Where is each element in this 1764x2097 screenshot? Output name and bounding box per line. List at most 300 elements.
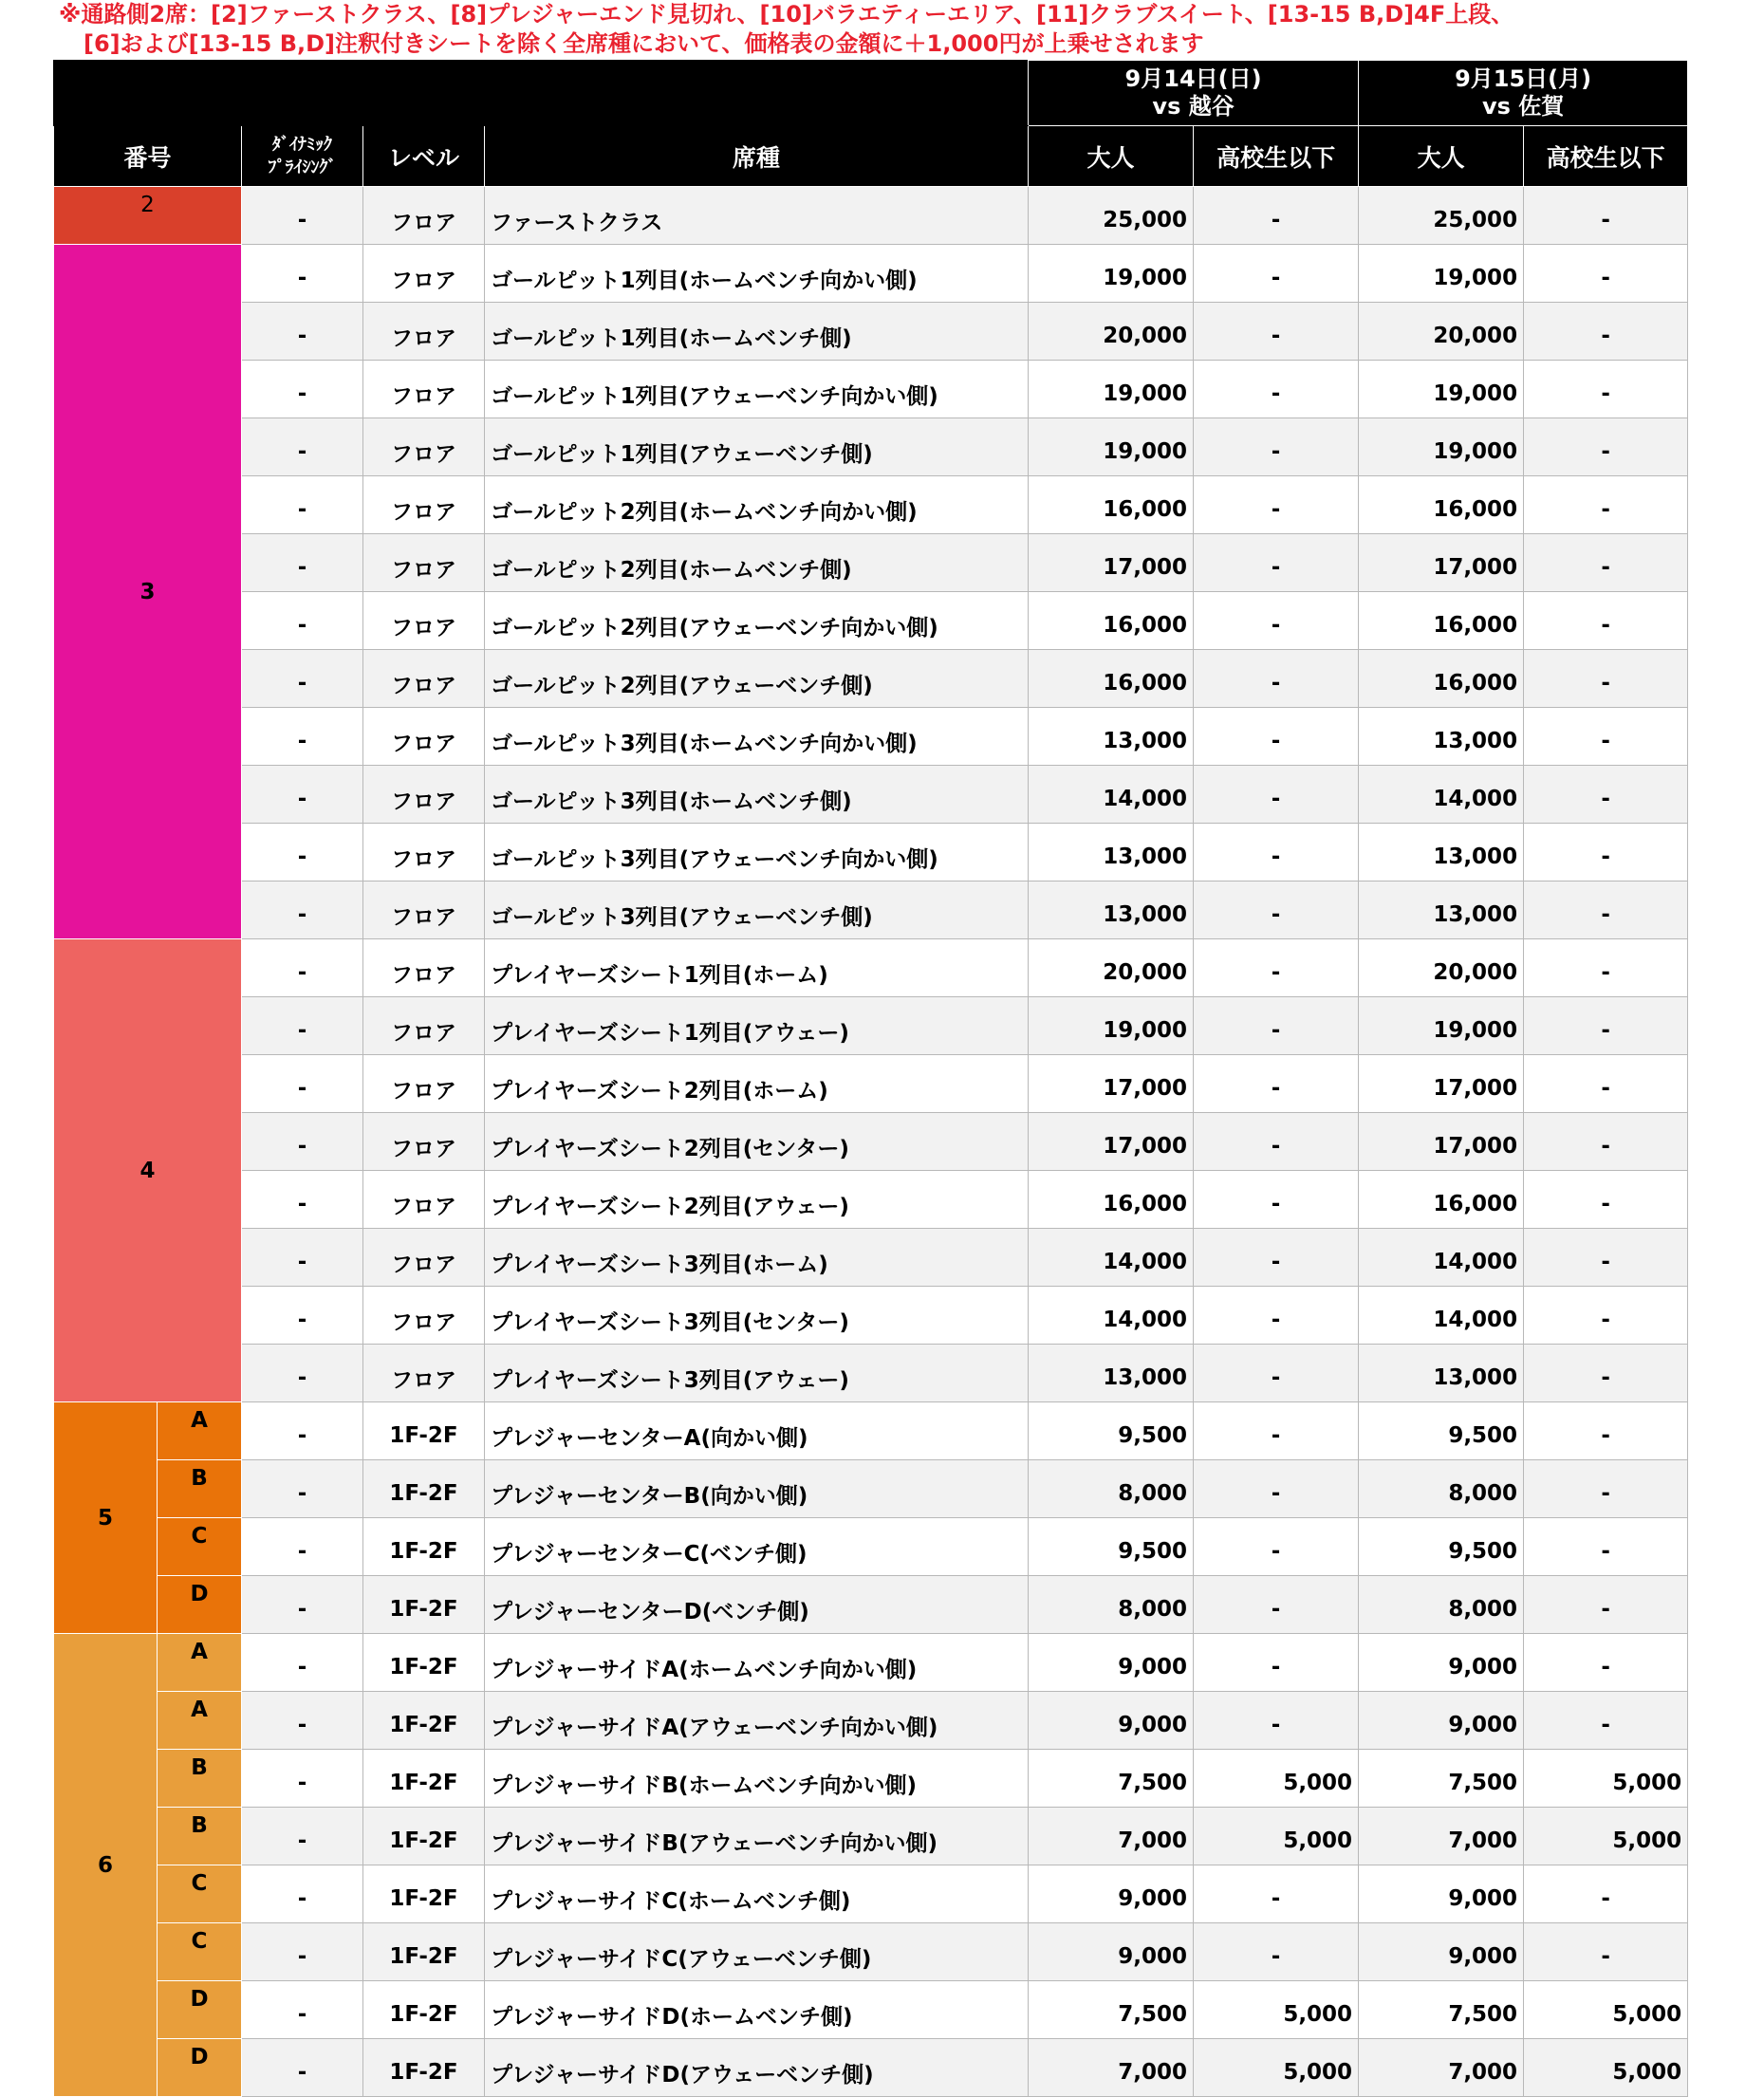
game-1-adult-price: 9,500 xyxy=(1029,1402,1194,1460)
level-cell: フロア xyxy=(363,187,485,245)
seat-type-cell: プレジャーセンターB(向かい側) xyxy=(485,1460,1029,1518)
game-1-adult-price: 16,000 xyxy=(1029,1171,1194,1229)
col-game-2-student: 高校生以下 xyxy=(1524,126,1688,187)
game-2-student-price: - xyxy=(1524,592,1688,650)
game-1-student-price: - xyxy=(1194,534,1359,592)
game-1-student-price: - xyxy=(1194,1345,1359,1402)
game-1-adult-price: 9,000 xyxy=(1029,1865,1194,1923)
dynamic-pricing-cell: - xyxy=(242,1576,363,1634)
table-row xyxy=(54,1750,1688,1808)
seat-type-cell: プレイヤーズシート2列目(センター) xyxy=(485,1113,1029,1171)
table-row xyxy=(54,534,1688,592)
dynamic-pricing-cell: - xyxy=(242,1171,363,1229)
table-row xyxy=(54,418,1688,476)
dynamic-pricing-cell: - xyxy=(242,187,363,245)
table-row xyxy=(54,1460,1688,1518)
dynamic-pricing-cell: - xyxy=(242,2039,363,2097)
sub-block-label: B xyxy=(158,1460,242,1518)
level-cell: フロア xyxy=(363,708,485,766)
level-cell: 1F-2F xyxy=(363,1634,485,1692)
game-1-adult-price: 13,000 xyxy=(1029,1345,1194,1402)
dynamic-pricing-cell: - xyxy=(242,1981,363,2039)
table-row xyxy=(54,1576,1688,1634)
table-row xyxy=(54,1345,1688,1402)
game-1-student-price: - xyxy=(1194,1634,1359,1692)
table-row xyxy=(54,1229,1688,1287)
sub-block-label: A xyxy=(158,1402,242,1460)
table-row xyxy=(54,1808,1688,1865)
seat-type-cell: ゴールピット2列目(アウェーベンチ向かい側) xyxy=(485,592,1029,650)
group-number: 6 xyxy=(54,1634,158,2097)
table-row xyxy=(54,1518,1688,1576)
level-cell: フロア xyxy=(363,245,485,303)
game-1-student-price: - xyxy=(1194,881,1359,939)
game-1-adult-price: 8,000 xyxy=(1029,1576,1194,1634)
dynamic-pricing-cell: - xyxy=(242,303,363,361)
game-1-student-price: - xyxy=(1194,650,1359,708)
sub-block-label: A xyxy=(158,1634,242,1692)
seat-type-cell: プレイヤーズシート3列目(アウェー) xyxy=(485,1345,1029,1402)
game-2-adult-price: 9,500 xyxy=(1359,1402,1524,1460)
game-2-student-price: - xyxy=(1524,1576,1688,1634)
game-2-student-price: - xyxy=(1524,1345,1688,1402)
dynamic-pricing-cell: - xyxy=(242,1287,363,1345)
game-2-adult-price: 9,000 xyxy=(1359,1923,1524,1981)
dynamic-pricing-cell: - xyxy=(242,361,363,418)
game-1-student-price: - xyxy=(1194,361,1359,418)
game-2-student-price: - xyxy=(1524,650,1688,708)
game-2-student-price: - xyxy=(1524,1287,1688,1345)
game-1-adult-price: 9,000 xyxy=(1029,1692,1194,1750)
table-row xyxy=(54,939,1688,997)
game-1-student-price: - xyxy=(1194,592,1359,650)
game-1-student-price: - xyxy=(1194,1518,1359,1576)
game-2-student-price: - xyxy=(1524,881,1688,939)
table-row xyxy=(54,245,1688,303)
table-row xyxy=(54,997,1688,1055)
game-1-adult-price: 7,500 xyxy=(1029,1750,1194,1808)
price-notice xyxy=(59,0,1691,59)
dynamic-pricing-cell: - xyxy=(242,1460,363,1518)
table-row xyxy=(54,766,1688,824)
sub-block-label: B xyxy=(158,1750,242,1808)
dynamic-pricing-cell: - xyxy=(242,1692,363,1750)
game-1-student-price: - xyxy=(1194,476,1359,534)
game-1-adult-price: 14,000 xyxy=(1029,1287,1194,1345)
table-row xyxy=(54,1055,1688,1113)
game-1-student-price: - xyxy=(1194,1171,1359,1229)
game-2-student-price: - xyxy=(1524,1865,1688,1923)
game-1-adult-price: 14,000 xyxy=(1029,1229,1194,1287)
seat-type-cell: ゴールピット3列目(アウェーベンチ側) xyxy=(485,881,1029,939)
game-2-student-price: - xyxy=(1524,708,1688,766)
dynamic-pricing-cell: - xyxy=(242,766,363,824)
seat-type-cell: ゴールピット2列目(ホームベンチ側) xyxy=(485,534,1029,592)
game-2-adult-price: 14,000 xyxy=(1359,1287,1524,1345)
game-2-student-price: 5,000 xyxy=(1524,1750,1688,1808)
table-row xyxy=(54,1634,1688,1692)
game-2-adult-price: 8,000 xyxy=(1359,1460,1524,1518)
game-1-student-price: - xyxy=(1194,939,1359,997)
seat-type-cell: プレジャーサイドD(アウェーベンチ側) xyxy=(485,2039,1029,2097)
game-1-adult-price: 19,000 xyxy=(1029,418,1194,476)
game-1-student-price: 5,000 xyxy=(1194,1808,1359,1865)
sub-block-label: A xyxy=(158,1692,242,1750)
game-2-adult-price: 7,000 xyxy=(1359,1808,1524,1865)
game-2-adult-price: 16,000 xyxy=(1359,592,1524,650)
level-cell: 1F-2F xyxy=(363,1923,485,1981)
level-cell: 1F-2F xyxy=(363,1576,485,1634)
price-table-body xyxy=(54,187,1688,2097)
game-1-adult-price: 8,000 xyxy=(1029,1460,1194,1518)
game-1-student-price: - xyxy=(1194,418,1359,476)
col-seat-type: 席種 xyxy=(485,126,1029,187)
game-2-student-price: - xyxy=(1524,476,1688,534)
seat-type-cell: プレジャーサイドB(アウェーベンチ向かい側) xyxy=(485,1808,1029,1865)
game-1-student-price: - xyxy=(1194,1576,1359,1634)
dynamic-pricing-cell: - xyxy=(242,1345,363,1402)
game-1-adult-price: 17,000 xyxy=(1029,1055,1194,1113)
game-2-adult-price: 19,000 xyxy=(1359,245,1524,303)
sub-block-label: D xyxy=(158,2039,242,2097)
header-game-2 xyxy=(1359,61,1688,126)
seat-type-cell: プレジャーセンターC(ベンチ側) xyxy=(485,1518,1029,1576)
col-game-2-adult: 大人 xyxy=(1359,126,1524,187)
table-row xyxy=(54,2039,1688,2097)
dynamic-pricing-cell: - xyxy=(242,476,363,534)
dynamic-pricing-cell: - xyxy=(242,1229,363,1287)
game-2-student-price: - xyxy=(1524,361,1688,418)
sub-block-label: C xyxy=(158,1923,242,1981)
sub-block-label: B xyxy=(158,1808,242,1865)
seat-type-cell: ゴールピット2列目(ホームベンチ向かい側) xyxy=(485,476,1029,534)
game-1-adult-price: 25,000 xyxy=(1029,187,1194,245)
seat-type-cell: プレイヤーズシート2列目(アウェー) xyxy=(485,1171,1029,1229)
seat-type-cell: ゴールピット1列目(ホームベンチ側) xyxy=(485,303,1029,361)
game-2-adult-price: 17,000 xyxy=(1359,534,1524,592)
seat-type-cell: プレジャーサイドC(アウェーベンチ側) xyxy=(485,1923,1029,1981)
level-cell: 1F-2F xyxy=(363,1518,485,1576)
level-cell: フロア xyxy=(363,997,485,1055)
level-cell: フロア xyxy=(363,1171,485,1229)
game-1-adult-price: 9,000 xyxy=(1029,1634,1194,1692)
game-2-adult-price: 25,000 xyxy=(1359,187,1524,245)
game-2-adult-price: 13,000 xyxy=(1359,1345,1524,1402)
game-2-student-price: - xyxy=(1524,766,1688,824)
game-1-student-price: - xyxy=(1194,708,1359,766)
game-1-date: 9月14日(日) xyxy=(1124,65,1262,92)
dynamic-pricing-cell: - xyxy=(242,708,363,766)
col-level: レベル xyxy=(363,126,485,187)
sub-block-label: C xyxy=(158,1518,242,1576)
level-cell: フロア xyxy=(363,939,485,997)
game-1-adult-price: 17,000 xyxy=(1029,534,1194,592)
game-1-student-price: - xyxy=(1194,1113,1359,1171)
group-number: 2 xyxy=(54,187,242,245)
game-2-student-price: - xyxy=(1524,1402,1688,1460)
game-2-student-price: - xyxy=(1524,824,1688,881)
game-1-student-price: - xyxy=(1194,1402,1359,1460)
notice-line-2: [6]および[13-15 B,D]注釈付きシートを除く全席種において、価格表の金額に＋1,000円が上乗せされます xyxy=(84,30,1204,57)
sub-block-label: D xyxy=(158,1981,242,2039)
seat-type-cell: プレイヤーズシート3列目(ホーム) xyxy=(485,1229,1029,1287)
game-2-adult-price: 17,000 xyxy=(1359,1055,1524,1113)
game-2-student-price: - xyxy=(1524,1634,1688,1692)
table-row xyxy=(54,1287,1688,1345)
dynamic-pricing-cell: - xyxy=(242,1808,363,1865)
game-2-adult-price: 9,000 xyxy=(1359,1634,1524,1692)
game-1-student-price: - xyxy=(1194,1865,1359,1923)
game-1-adult-price: 13,000 xyxy=(1029,824,1194,881)
game-1-student-price: - xyxy=(1194,997,1359,1055)
game-2-adult-price: 7,500 xyxy=(1359,1981,1524,2039)
table-row xyxy=(54,1923,1688,1981)
game-2-date: 9月15日(月) xyxy=(1455,65,1592,92)
game-1-student-price: - xyxy=(1194,1460,1359,1518)
game-1-student-price: 5,000 xyxy=(1194,1981,1359,2039)
sub-block-label: C xyxy=(158,1865,242,1923)
game-2-student-price: - xyxy=(1524,1923,1688,1981)
game-2-student-price: - xyxy=(1524,418,1688,476)
game-1-adult-price: 13,000 xyxy=(1029,708,1194,766)
header-row-games xyxy=(54,61,1688,126)
game-2-student-price: - xyxy=(1524,1460,1688,1518)
dynamic-pricing-cell: - xyxy=(242,1750,363,1808)
game-2-student-price: - xyxy=(1524,245,1688,303)
table-row xyxy=(54,881,1688,939)
level-cell: フロア xyxy=(363,534,485,592)
table-row xyxy=(54,1865,1688,1923)
game-1-student-price: 5,000 xyxy=(1194,2039,1359,2097)
table-row xyxy=(54,1402,1688,1460)
group-number: 5 xyxy=(54,1402,158,1634)
seat-type-cell: プレイヤーズシート1列目(ホーム) xyxy=(485,939,1029,997)
game-2-student-price: - xyxy=(1524,1692,1688,1750)
level-cell: フロア xyxy=(363,361,485,418)
seat-type-cell: プレジャーサイドD(ホームベンチ側) xyxy=(485,1981,1029,2039)
game-2-adult-price: 17,000 xyxy=(1359,1113,1524,1171)
game-2-adult-price: 13,000 xyxy=(1359,708,1524,766)
level-cell: フロア xyxy=(363,881,485,939)
level-cell: 1F-2F xyxy=(363,1750,485,1808)
dynamic-pricing-cell: - xyxy=(242,1634,363,1692)
dynamic-pricing-cell: - xyxy=(242,939,363,997)
game-2-student-price: - xyxy=(1524,1055,1688,1113)
seat-type-cell: プレジャーサイドB(ホームベンチ向かい側) xyxy=(485,1750,1029,1808)
game-1-student-price: - xyxy=(1194,187,1359,245)
game-1-adult-price: 19,000 xyxy=(1029,997,1194,1055)
game-2-adult-price: 14,000 xyxy=(1359,766,1524,824)
seat-type-cell: プレジャーセンターA(向かい側) xyxy=(485,1402,1029,1460)
game-2-student-price: - xyxy=(1524,534,1688,592)
level-cell: フロア xyxy=(363,418,485,476)
game-1-adult-price: 7,000 xyxy=(1029,1808,1194,1865)
game-1-adult-price: 14,000 xyxy=(1029,766,1194,824)
game-1-student-price: - xyxy=(1194,824,1359,881)
game-1-opponent: vs 越谷 xyxy=(1152,93,1235,120)
game-2-adult-price: 13,000 xyxy=(1359,824,1524,881)
game-1-student-price: - xyxy=(1194,303,1359,361)
game-2-adult-price: 13,000 xyxy=(1359,881,1524,939)
game-2-student-price: 5,000 xyxy=(1524,2039,1688,2097)
header-game-1 xyxy=(1029,61,1359,126)
col-dynamic-pricing xyxy=(242,126,363,187)
game-1-adult-price: 7,500 xyxy=(1029,1981,1194,2039)
dynamic-pricing-cell: - xyxy=(242,1923,363,1981)
seat-type-cell: ゴールピット1列目(アウェーベンチ向かい側) xyxy=(485,361,1029,418)
game-2-student-price: - xyxy=(1524,939,1688,997)
level-cell: フロア xyxy=(363,476,485,534)
game-2-adult-price: 19,000 xyxy=(1359,997,1524,1055)
game-1-adult-price: 7,000 xyxy=(1029,2039,1194,2097)
col-number: 番号 xyxy=(54,126,242,187)
game-2-student-price: - xyxy=(1524,303,1688,361)
game-1-adult-price: 16,000 xyxy=(1029,476,1194,534)
game-2-adult-price: 20,000 xyxy=(1359,939,1524,997)
level-cell: 1F-2F xyxy=(363,1692,485,1750)
game-2-adult-price: 9,000 xyxy=(1359,1692,1524,1750)
seat-type-cell: プレイヤーズシート2列目(ホーム) xyxy=(485,1055,1029,1113)
game-1-adult-price: 9,000 xyxy=(1029,1923,1194,1981)
game-1-student-price: - xyxy=(1194,1055,1359,1113)
game-1-adult-price: 19,000 xyxy=(1029,361,1194,418)
game-1-adult-price: 13,000 xyxy=(1029,881,1194,939)
dynamic-pricing-cell: - xyxy=(242,1402,363,1460)
seat-type-cell: プレジャーサイドA(アウェーベンチ向かい側) xyxy=(485,1692,1029,1750)
dynamic-pricing-cell: - xyxy=(242,1518,363,1576)
seat-type-cell: ゴールピット3列目(ホームベンチ向かい側) xyxy=(485,708,1029,766)
dynamic-pricing-cell: - xyxy=(242,534,363,592)
seat-type-cell: ゴールピット2列目(アウェーベンチ側) xyxy=(485,650,1029,708)
col-dynamic-line-2: ﾌﾟﾗｲｼﾝｸﾞ xyxy=(268,157,337,177)
table-row xyxy=(54,476,1688,534)
game-1-adult-price: 20,000 xyxy=(1029,939,1194,997)
level-cell: 1F-2F xyxy=(363,1865,485,1923)
header-blank xyxy=(54,61,1029,126)
seat-type-cell: プレジャーサイドC(ホームベンチ側) xyxy=(485,1865,1029,1923)
seat-type-cell: プレジャーサイドA(ホームベンチ向かい側) xyxy=(485,1634,1029,1692)
dynamic-pricing-cell: - xyxy=(242,881,363,939)
col-game-1-student: 高校生以下 xyxy=(1194,126,1359,187)
table-row xyxy=(54,361,1688,418)
level-cell: フロア xyxy=(363,1113,485,1171)
seat-type-cell: プレジャーセンターD(ベンチ側) xyxy=(485,1576,1029,1634)
seat-type-cell: ゴールピット1列目(アウェーベンチ側) xyxy=(485,418,1029,476)
game-2-student-price: 5,000 xyxy=(1524,1981,1688,2039)
game-2-adult-price: 19,000 xyxy=(1359,418,1524,476)
game-2-adult-price: 16,000 xyxy=(1359,650,1524,708)
dynamic-pricing-cell: - xyxy=(242,418,363,476)
notice-line-1: ※通路側2席：[2]ファーストクラス、[8]プレジャーエンド見切れ、[10]バラエティーエリア、[11]クラブスイート、[13-15 B,D]4F上段、 xyxy=(59,1,1514,28)
dynamic-pricing-cell: - xyxy=(242,997,363,1055)
dynamic-pricing-cell: - xyxy=(242,650,363,708)
game-2-adult-price: 9,000 xyxy=(1359,1865,1524,1923)
game-1-adult-price: 16,000 xyxy=(1029,650,1194,708)
level-cell: 1F-2F xyxy=(363,1460,485,1518)
game-1-student-price: - xyxy=(1194,766,1359,824)
game-1-student-price: - xyxy=(1194,1229,1359,1287)
seat-type-cell: プレイヤーズシート3列目(センター) xyxy=(485,1287,1029,1345)
level-cell: 1F-2F xyxy=(363,1981,485,2039)
table-row xyxy=(54,1171,1688,1229)
seat-type-cell: ゴールピット1列目(ホームベンチ向かい側) xyxy=(485,245,1029,303)
group-number: 4 xyxy=(54,939,242,1402)
level-cell: フロア xyxy=(363,1287,485,1345)
price-table xyxy=(53,60,1688,2097)
game-2-opponent: vs 佐賀 xyxy=(1481,93,1565,120)
seat-type-cell: ゴールピット3列目(アウェーベンチ向かい側) xyxy=(485,824,1029,881)
seat-type-cell: プレイヤーズシート1列目(アウェー) xyxy=(485,997,1029,1055)
col-dynamic-line-1: ﾀﾞｲﾅﾐｯｸ xyxy=(272,134,332,155)
dynamic-pricing-cell: - xyxy=(242,1865,363,1923)
game-2-student-price: - xyxy=(1524,187,1688,245)
game-2-student-price: - xyxy=(1524,1229,1688,1287)
game-2-adult-price: 19,000 xyxy=(1359,361,1524,418)
seat-type-cell: ファーストクラス xyxy=(485,187,1029,245)
table-row xyxy=(54,1113,1688,1171)
game-1-adult-price: 19,000 xyxy=(1029,245,1194,303)
level-cell: フロア xyxy=(363,766,485,824)
game-1-student-price: - xyxy=(1194,245,1359,303)
game-1-student-price: - xyxy=(1194,1287,1359,1345)
level-cell: 1F-2F xyxy=(363,1402,485,1460)
level-cell: フロア xyxy=(363,303,485,361)
game-2-student-price: 5,000 xyxy=(1524,1808,1688,1865)
level-cell: フロア xyxy=(363,1055,485,1113)
game-2-adult-price: 14,000 xyxy=(1359,1229,1524,1287)
dynamic-pricing-cell: - xyxy=(242,1055,363,1113)
game-2-student-price: - xyxy=(1524,997,1688,1055)
dynamic-pricing-cell: - xyxy=(242,245,363,303)
game-2-adult-price: 16,000 xyxy=(1359,1171,1524,1229)
game-2-adult-price: 8,000 xyxy=(1359,1576,1524,1634)
game-1-adult-price: 9,500 xyxy=(1029,1518,1194,1576)
game-1-student-price: 5,000 xyxy=(1194,1750,1359,1808)
level-cell: フロア xyxy=(363,824,485,881)
game-2-adult-price: 16,000 xyxy=(1359,476,1524,534)
col-game-1-adult: 大人 xyxy=(1029,126,1194,187)
game-2-student-price: - xyxy=(1524,1518,1688,1576)
level-cell: 1F-2F xyxy=(363,1808,485,1865)
game-1-student-price: - xyxy=(1194,1692,1359,1750)
level-cell: 1F-2F xyxy=(363,2039,485,2097)
game-2-student-price: - xyxy=(1524,1171,1688,1229)
game-1-adult-price: 20,000 xyxy=(1029,303,1194,361)
game-1-adult-price: 17,000 xyxy=(1029,1113,1194,1171)
table-row xyxy=(54,592,1688,650)
header-row-columns xyxy=(54,126,1688,187)
table-row xyxy=(54,303,1688,361)
game-2-adult-price: 9,500 xyxy=(1359,1518,1524,1576)
dynamic-pricing-cell: - xyxy=(242,824,363,881)
level-cell: フロア xyxy=(363,1229,485,1287)
game-2-student-price: - xyxy=(1524,1113,1688,1171)
table-row xyxy=(54,187,1688,245)
level-cell: フロア xyxy=(363,592,485,650)
table-row xyxy=(54,1981,1688,2039)
table-row xyxy=(54,824,1688,881)
game-1-student-price: - xyxy=(1194,1923,1359,1981)
table-row xyxy=(54,1692,1688,1750)
dynamic-pricing-cell: - xyxy=(242,1113,363,1171)
level-cell: フロア xyxy=(363,1345,485,1402)
dynamic-pricing-cell: - xyxy=(242,592,363,650)
group-number: 3 xyxy=(54,245,242,939)
table-row xyxy=(54,708,1688,766)
level-cell: フロア xyxy=(363,650,485,708)
seat-type-cell: ゴールピット3列目(ホームベンチ側) xyxy=(485,766,1029,824)
game-1-adult-price: 16,000 xyxy=(1029,592,1194,650)
